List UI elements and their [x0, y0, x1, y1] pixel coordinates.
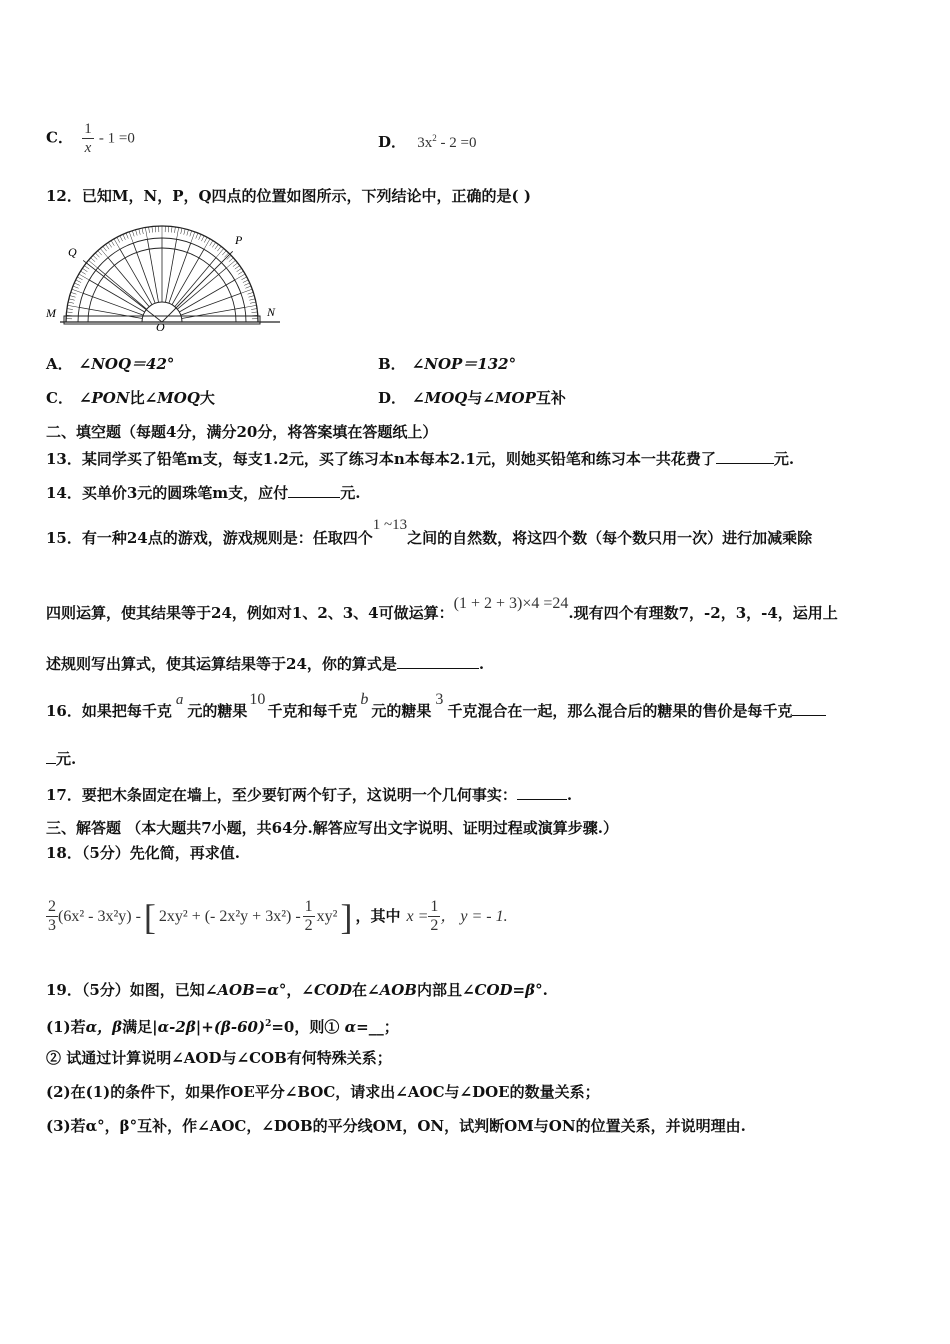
answer-blank — [792, 700, 826, 716]
tick-mark — [229, 258, 233, 262]
label-m: M — [46, 306, 56, 320]
tick-mark — [245, 305, 257, 307]
tick-mark — [238, 271, 243, 274]
tick-mark — [77, 277, 82, 280]
q11-option-d — [378, 128, 476, 153]
tick-mark — [222, 251, 226, 255]
tick-mark — [227, 255, 231, 259]
tick-mark — [149, 227, 150, 233]
tick-mark — [81, 271, 86, 274]
option-label: C． — [46, 128, 73, 147]
tick-mark — [177, 227, 179, 239]
tick-mark — [123, 234, 125, 239]
q12-option-c: C． ∠PON比∠MOQ大 — [46, 389, 215, 407]
label-q: Q — [68, 245, 77, 259]
q18-stem: 18．（5分）先化简，再求值. — [46, 844, 241, 862]
q19-part2: (2)在(1)的条件下，如果作OE平分∠BOC，请求出∠AOC与∠DOE的数量关系； — [46, 1083, 600, 1101]
answer-blank — [288, 482, 340, 498]
tick-mark — [82, 268, 87, 271]
tick-mark — [67, 305, 79, 307]
tick-mark — [204, 239, 210, 249]
tick-mark — [67, 309, 73, 310]
tick-mark — [152, 227, 153, 233]
tick-mark — [251, 309, 257, 310]
tick-mark — [241, 277, 246, 280]
tick-mark — [111, 241, 114, 246]
tick-mark — [100, 248, 108, 257]
tick-mark — [235, 274, 245, 280]
tick-mark — [225, 253, 229, 257]
expression: - 1 =0 — [98, 130, 135, 147]
tick-mark — [201, 236, 204, 241]
tick-mark — [108, 242, 111, 247]
tick-mark — [67, 312, 73, 313]
tick-mark — [190, 231, 192, 237]
tick-mark — [91, 258, 95, 262]
q16-line1: 16．如果把每千克a元的糖果10千克和每千克b元的糖果3千克混合在一起，那么混合后的糖果的售价是每千克 — [46, 700, 826, 722]
tick-mark — [249, 299, 255, 300]
tick-mark — [217, 246, 221, 251]
tick-mark — [84, 266, 89, 270]
answer-blank — [517, 784, 567, 800]
fraction: $\frac{1}{x}$ — [84, 121, 92, 156]
tick-mark — [79, 274, 89, 280]
tick-mark — [244, 283, 249, 285]
tick-mark — [215, 244, 219, 249]
tick-mark — [126, 233, 128, 239]
label-o: O — [156, 320, 165, 334]
tick-mark — [233, 263, 238, 267]
section-3-title: 三、解答题 （本大题共7小题，共64分.解答应写出文字说明、证明过程或演算步骤.） — [46, 819, 618, 837]
tick-mark — [212, 242, 215, 247]
tick-mark — [120, 236, 123, 241]
tick-mark — [142, 228, 143, 234]
tick-mark — [69, 299, 75, 300]
q13: 13．某同学买了铅笔m支，每支1.2元，买了练习本n本每本2.1元，则她买铅笔和练习本一共花费了 元. — [46, 450, 795, 468]
tick-mark — [70, 296, 76, 298]
tick-mark — [76, 280, 81, 283]
fraction: $\frac{2}{3}$ — [48, 898, 56, 934]
range-expression: 1 ~13 — [372, 517, 408, 533]
tick-mark — [98, 251, 102, 255]
tick-mark — [250, 302, 256, 303]
q15-line1: 15．有一种24点的游戏，游戏规则是：任取四个1 ~13之间的自然数，将这四个数（每个数只用一次）进行加减乘除 — [46, 517, 813, 547]
tick-mark — [252, 312, 258, 313]
tick-mark — [106, 244, 110, 249]
q12-stem: 12．已知M，N，P，Q四点的位置如图所示，下列结论中，正确的是( ) — [46, 187, 531, 205]
tick-mark — [199, 234, 201, 239]
answer-blank — [46, 748, 56, 764]
protractor-figure — [42, 214, 282, 334]
option-label: D． — [378, 133, 407, 151]
tick-mark — [216, 248, 224, 257]
tick-mark — [132, 231, 134, 237]
q19-stem: 19．（5分）如图，已知∠AOB=α°，∠COD在∠AOB内部且∠COD=β°. — [46, 981, 548, 999]
ray-oq — [83, 260, 162, 322]
tick-mark — [117, 237, 120, 242]
tick-mark — [191, 232, 195, 243]
section-2-title: 二、填空题（每题4分，满分20分，将答案填在答题纸上） — [46, 423, 438, 441]
tick-mark — [210, 241, 213, 246]
q19-part1-2: ② 试通过计算说明∠AOD与∠COB有何特殊关系； — [46, 1049, 392, 1067]
expression: $3x^2 - 2 =0$ — [417, 133, 477, 151]
tick-mark — [114, 239, 120, 249]
tick-mark — [241, 289, 252, 293]
tick-mark — [72, 289, 83, 293]
tick-mark — [136, 230, 138, 236]
tick-mark — [243, 280, 248, 283]
tick-mark — [175, 227, 176, 233]
tick-mark — [204, 237, 207, 242]
tick-mark — [248, 292, 254, 294]
q12-option-d: D． ∠MOQ与∠MOP互补 — [378, 389, 566, 407]
tick-mark — [184, 229, 185, 235]
tick-mark — [187, 230, 189, 236]
tick-mark — [68, 302, 74, 303]
label-p: P — [235, 233, 243, 247]
tick-mark — [74, 283, 79, 285]
label-n: N — [267, 305, 276, 319]
protractor-ticks — [66, 226, 258, 322]
example-expression: (1 + 2 + 3)×4 =24 — [453, 595, 569, 612]
tick-mark — [237, 268, 242, 271]
tick-mark — [181, 228, 182, 234]
q15-line2: 四则运算，使其结果等于24，例如对1、2、3、4可做运算：(1 + 2 + 3)×4 =24.现有四个有理数7，-2，3，-4，运用上 — [46, 595, 838, 622]
q12-option-a: A． ∠NOQ＝42° — [46, 355, 175, 373]
tick-mark — [196, 233, 198, 239]
answer-blank — [397, 653, 479, 669]
tick-mark — [73, 286, 79, 288]
tick-mark — [145, 227, 147, 239]
tick-mark — [171, 227, 172, 233]
q11-option-c — [46, 120, 135, 157]
tick-mark — [245, 286, 251, 288]
tick-mark — [129, 232, 133, 243]
q15-line3: 述规则写出算式，使其运算结果等于24，你的算式是 . — [46, 655, 485, 673]
tick-mark — [95, 253, 99, 257]
tick-mark — [103, 246, 107, 251]
q14: 14．买单价3元的圆珠笔m支，应付 元. — [46, 484, 361, 502]
tick-mark — [88, 260, 97, 268]
q12-option-b: B． ∠NOP＝132° — [378, 355, 517, 373]
q16-line2: 元. — [46, 748, 76, 769]
tick-mark — [226, 260, 235, 268]
tick-mark — [235, 266, 240, 270]
q19-part3: (3)若α°，β°互补，作∠AOC，∠DOB的平分线OM，ON，试判断OM与ON的位置关系，并说明理由. — [46, 1117, 746, 1135]
tick-mark — [93, 255, 97, 259]
tick-mark — [139, 229, 140, 235]
q19-part1: (1)若α，β满足$|\alpha-2\beta|+(\beta-60)^2=0$，则① α=__； — [46, 1018, 399, 1036]
q18-expression: $\frac{2}{3}$ (6x² - 3x²y) -[ 2xy² + (- 2x²y + 3x²) - $\frac{1}{2}$ xy²] ，其中 x = $\frac{1}{2}$ ， y = - 1. — [48, 896, 508, 937]
fraction: $\frac{1}{2}$ — [430, 898, 439, 934]
answer-blank — [716, 448, 774, 464]
tick-mark — [71, 292, 77, 294]
tick-mark — [249, 296, 255, 298]
fraction: $\frac{1}{2}$ — [304, 898, 313, 934]
q17: 17．要把木条固定在墙上，至少要钉两个钉子，这说明一个几何事实： . — [46, 786, 573, 804]
